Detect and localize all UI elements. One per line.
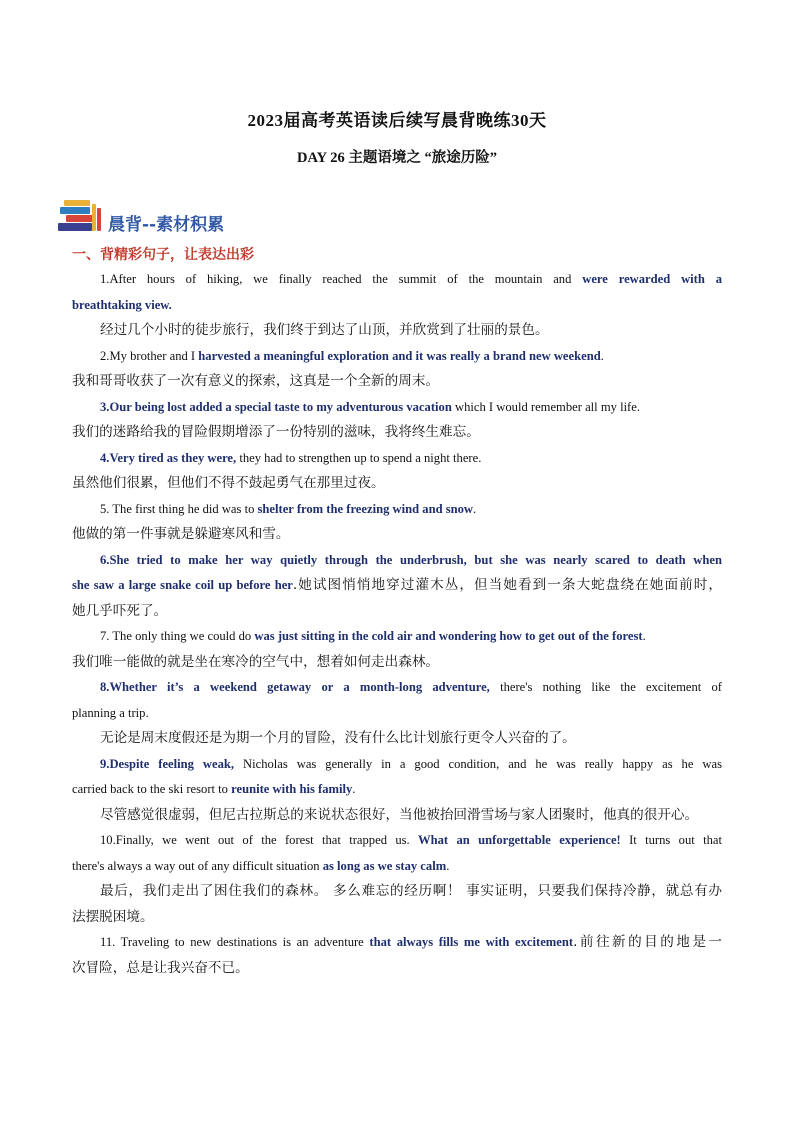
example-chinese: 次冒险，总是让我兴奋不已。 (72, 959, 249, 976)
example-item (72, 548, 722, 625)
example-chinese: 我和哥哥收获了一次有意义的探索，这真是一个全新的周末。 (72, 373, 440, 389)
example-chinese: 他做的第一件事就是躲避寒风和雪。 (72, 526, 290, 542)
example-english: 1.After hours of hiking, we finally reached the summit of the mountain and were rewarded with a (100, 272, 723, 286)
example-english-cont: carried back to the ski resort to reunite with his family. (72, 782, 356, 796)
example-english: 9.Despite feeling weak, Nicholas was generally in a good condition, and he was really happy as he was (100, 756, 722, 771)
example-chinese: 我们的迷路给我的冒险假期增添了一份特别的滋味，我将终生难忘。 (72, 424, 480, 440)
example-item (72, 267, 722, 344)
example-english-cont: there's always a way out of any difficult situation as long as we stay calm. (72, 858, 450, 873)
example-chinese: 经过几个小时的徒步旅行，我们终于到达了山顶，并欣赏到了壮丽的景色。 (100, 322, 549, 338)
example-item (72, 395, 722, 446)
example-item (72, 344, 722, 395)
example-chinese: 虽然他们很累，但他们不得不鼓起勇气在那里过夜。 (72, 475, 385, 491)
page-title: 2023届高考英语读后续写晨背晚练30天 (247, 111, 547, 130)
example-item (72, 497, 722, 548)
example-chinese: 她几乎吓死了。 (72, 602, 168, 619)
example-english: 11. Traveling to new destinations is an adventure that always fills me with excitement.前往新的目的地是一 (100, 934, 723, 950)
example-english-cont: planning a trip. (72, 705, 149, 720)
example-chinese-cont: 法摆脱困境。 (72, 908, 154, 925)
page-subtitle: DAY 26 主题语境之 “旅途历险” (297, 150, 497, 166)
example-chinese: 我们唯一能做的就是坐在寒冷的空气中，想着如何走出森林。 (72, 653, 440, 670)
example-chinese: 最后，我们走出了困住我们的森林。 多么难忘的经历啊！ 事实证明，只要我们保持冷静，就总有办 (100, 883, 722, 899)
example-item (72, 752, 722, 829)
example-english: 6.She tried to make her way quietly through the underbrush, but she was nearly scared to death when (100, 552, 722, 567)
books-icon (56, 198, 104, 236)
example-item (72, 675, 722, 752)
example-chinese: 无论是周末度假还是为期一个月的冒险，没有什么比计划旅行更令人兴奋的了。 (100, 730, 576, 746)
example-english: 7. The only thing we could do was just sitting in the cold air and wondering how to get out of the forest. (100, 629, 646, 643)
example-list (72, 267, 722, 981)
example-english: 10.Finally, we went out of the forest that trapped us. What an unforgettable experience! It turns out that (100, 833, 722, 847)
example-english: 2.My brother and I harvested a meaningful exploration and it was really a brand new weekend. (100, 348, 604, 363)
example-item (72, 828, 722, 930)
example-english: 3.Our being lost added a special taste to my adventurous vacation which I would remember all my life. (100, 399, 640, 414)
example-item (72, 624, 722, 675)
example-english: 8.Whether it’s a weekend getaway or a month-long adventure, there's nothing like the excitement of (100, 680, 722, 694)
example-english-cont: she saw a large snake coil up before her.她试图悄悄地穿过灌木丛，但当她看到一条大蛇盘绕在她面前时， (72, 577, 722, 593)
example-item (72, 930, 722, 981)
example-item (72, 446, 722, 497)
example-chinese: 尽管感觉很虚弱，但尼古拉斯总的来说状态很好，当他被抬回滑雪场与家人团聚时，他真的很开心。 (100, 806, 699, 823)
example-english: 4.Very tired as they were, they had to strengthen up to spend a night there. (100, 450, 482, 465)
example-english: 5. The first thing he did was to shelter from the freezing wind and snow. (100, 501, 477, 516)
section-title: 晨背--素材积累 (108, 215, 225, 235)
section-subheading: 一、背精彩句子，让表达出彩 (72, 247, 254, 263)
example-english-cont: breathtaking view. (72, 297, 172, 312)
section-header (56, 198, 456, 238)
